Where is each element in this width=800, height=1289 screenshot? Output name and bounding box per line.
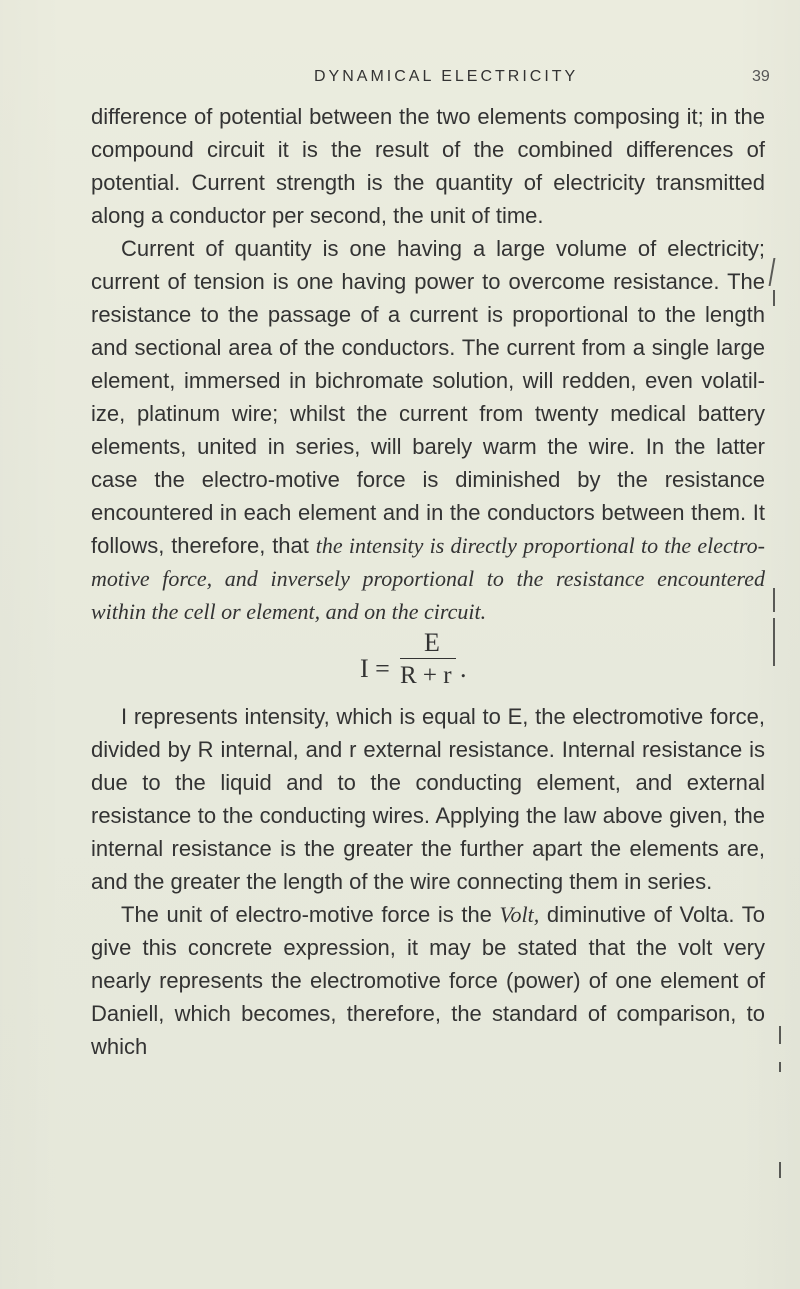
volt-term: Volt, [499,902,540,927]
margin-mark [779,1162,781,1178]
formula-lhs: I = [360,654,390,683]
running-head: DYNAMICAL ELECTRICITY [314,68,579,85]
margin-mark [779,1026,781,1044]
paragraph-1: difference of potential between the two elements composing it; in the compound circuit it is the result of the combined differences of potential. Current strength is the quantity of electricity transmitted along a conductor per second, the unit of time. [91,104,765,228]
paragraph-2-italic-law: the intensity is directly proportional to the electro-motive force, and inversely proportional to the resistance encountered within the cell or element, and on the circuit. [91,533,765,624]
paragraph-4-end: diminutive of Volta. To give this concrete expression, it may be stated that the volt very nearly represents the electromotive force (power) of one element of Daniell, which becomes, therefore, the standard of comparison, to which [91,902,765,1059]
formula-block [91,628,765,700]
paragraph-3: I represents intensity, which is equal to E, the electromotive force, divided by R internal, and r external resistance. Internal resistance is due to the liquid and to the conducting element, and external resistance to the conducting wires. Applying the law above given, the internal resistance is the greater the further apart the elements are, and the greater the length of the wire connecting them in series. [91,704,765,894]
paragraph-2 [91,232,765,628]
paragraph-4-start: The unit of electro-motive force is the [121,902,500,927]
margin-mark [773,290,775,306]
page-number: 39 [752,68,770,85]
paragraph-2-text: Current of quantity is one having a large volume of electricity; current of tension is one having power to overcome resistance. The resistance to the passage of a current is proportional to the length and sectional area of the conductors. The current from a single large element, immersed in bichromate solution, will redden, even volatilize, platinum wire; whilst the current from twenty medical battery elements, united in series, will barely warm the wire. In the latter case the electro-motive force is diminished by the resistance encountered in each element and in the conductors between them. It follows, therefore, that [91,236,765,558]
margin-mark [779,1062,781,1072]
paragraph-4 [91,898,765,1063]
margin-mark [769,258,776,286]
body-text [91,100,765,1063]
margin-mark [773,618,775,666]
margin-mark [773,588,775,612]
formula-denominator: R + r [400,662,452,689]
formula-trailing-dot: . [460,654,467,683]
ohms-law-formula [360,630,500,700]
formula-numerator: E [424,628,440,657]
page-header [0,68,800,92]
